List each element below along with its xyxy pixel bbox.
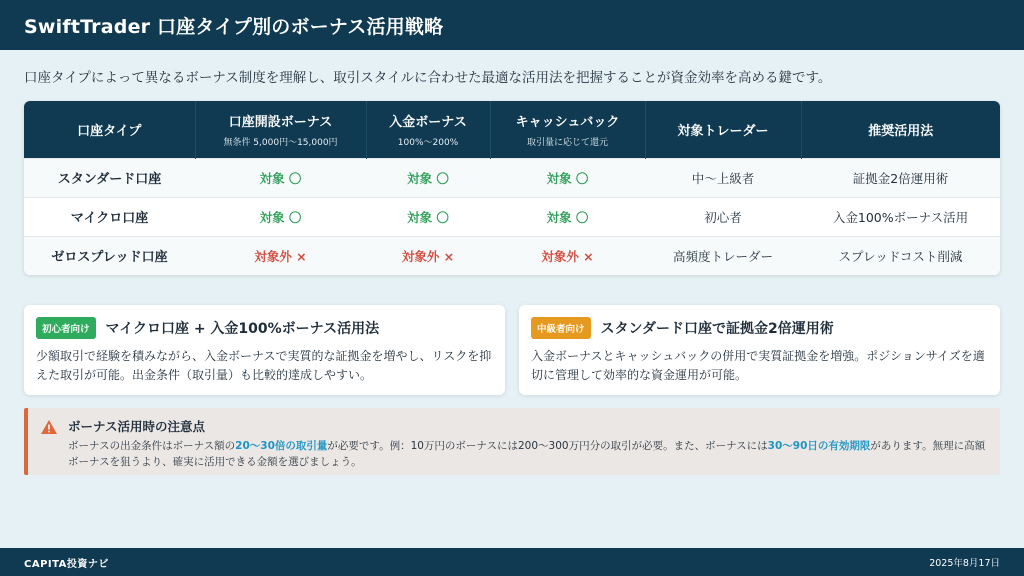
recommended-method: 入金100%ボーナス活用 xyxy=(832,209,969,225)
footer-date: 2025年8月17日 xyxy=(929,558,1000,569)
account-name: スタンダード口座 xyxy=(57,172,162,187)
opening-bonus-status: 対象 〇 xyxy=(259,209,302,225)
deposit-bonus-status: 対象 〇 xyxy=(407,209,449,225)
notice-title: ボーナス活用時の注意点 xyxy=(68,419,206,434)
header-target-trader: 対象トレーダー xyxy=(645,101,801,158)
warning-icon xyxy=(40,419,58,435)
caution-notice xyxy=(24,408,1000,475)
target-trader: 中〜上級者 xyxy=(691,170,755,186)
header-opening-bonus: 口座開設ボーナス 無条件 5,000円〜15,000円 xyxy=(195,101,366,158)
intermediate-badge: 中級者向け xyxy=(531,317,591,339)
page-header xyxy=(0,0,1024,50)
target-trader: 高頻度トレーダー xyxy=(672,248,773,264)
deposit-bonus-status: 対象 〇 xyxy=(407,170,449,186)
page-title: SwiftTrader 口座タイプ別のボーナス活用戦略 xyxy=(24,15,444,38)
deposit-bonus-status: 対象外 × xyxy=(401,248,455,264)
card-title: マイクロ口座 + 入金100%ボーナス活用法 xyxy=(105,321,380,337)
beginner-strategy-card xyxy=(24,305,505,395)
recommended-method: スプレッドコスト削減 xyxy=(838,248,963,264)
table-row xyxy=(24,236,1000,275)
card-body: 入金ボーナスとキャッシュバックの併用で実質証拠金を増強。ポジションサイズを適切に管理して効率的な資金運用が可能。 xyxy=(531,349,985,383)
cashback-status: 対象 〇 xyxy=(546,170,589,186)
highlight-expiry: 30〜90日の有効期限 xyxy=(767,440,871,452)
header-recommended-method: 推奨活用法 xyxy=(868,123,934,139)
cashback-status: 対象外 × xyxy=(541,248,594,264)
footer-brand: CAPITA投資ナビ xyxy=(24,558,109,570)
opening-bonus-status: 対象外 × xyxy=(254,248,307,264)
table-row xyxy=(24,158,1000,197)
intermediate-strategy-card xyxy=(519,305,1000,395)
card-title: スタンダード口座で証拠金2倍運用術 xyxy=(600,321,834,337)
card-body: 少額取引で経験を積みながら、入金ボーナスで実質的な証拠金を増やし、リスクを抑えた取引が可能。出金条件（取引量）も比較的達成しやすい。 xyxy=(36,349,492,383)
bonus-comparison-table xyxy=(24,101,1000,275)
header-deposit-bonus: 入金ボーナス 100%〜200% xyxy=(366,101,490,158)
table-header-row xyxy=(24,101,1000,158)
recommended-method: 証拠金2倍運用術 xyxy=(852,170,949,186)
account-name: ゼロスプレッド口座 xyxy=(51,250,168,266)
table-row xyxy=(24,197,1000,236)
cashback-status: 対象 〇 xyxy=(546,209,589,225)
target-trader: 初心者 xyxy=(704,209,742,225)
account-name: マイクロ口座 xyxy=(70,211,149,226)
lead-text: 口座タイプによって異なるボーナス制度を理解し、取引スタイルに合わせた最適な活用法を把握することが資金効率を高める鍵です。 xyxy=(24,70,832,86)
header-account-type: 口座タイプ xyxy=(24,101,195,158)
highlight-trade-volume: 20〜30倍の取引量 xyxy=(235,440,328,452)
opening-bonus-status: 対象 〇 xyxy=(259,170,302,186)
header-cashback: キャッシュバック 取引量に応じて還元 xyxy=(490,101,645,158)
notice-body: ボーナスの出金条件はボーナス額の20〜30倍の取引量が必要です。例：10万円のボーナスには200〜300万円分の取引が必要。また、ボーナスには30〜90日の有効期限があります。無理に高額ボーナスを狙うより、確実に活用できる金額を選びましょう。 xyxy=(68,440,986,469)
page-footer xyxy=(0,548,1024,576)
beginner-badge: 初心者向け xyxy=(36,317,96,339)
